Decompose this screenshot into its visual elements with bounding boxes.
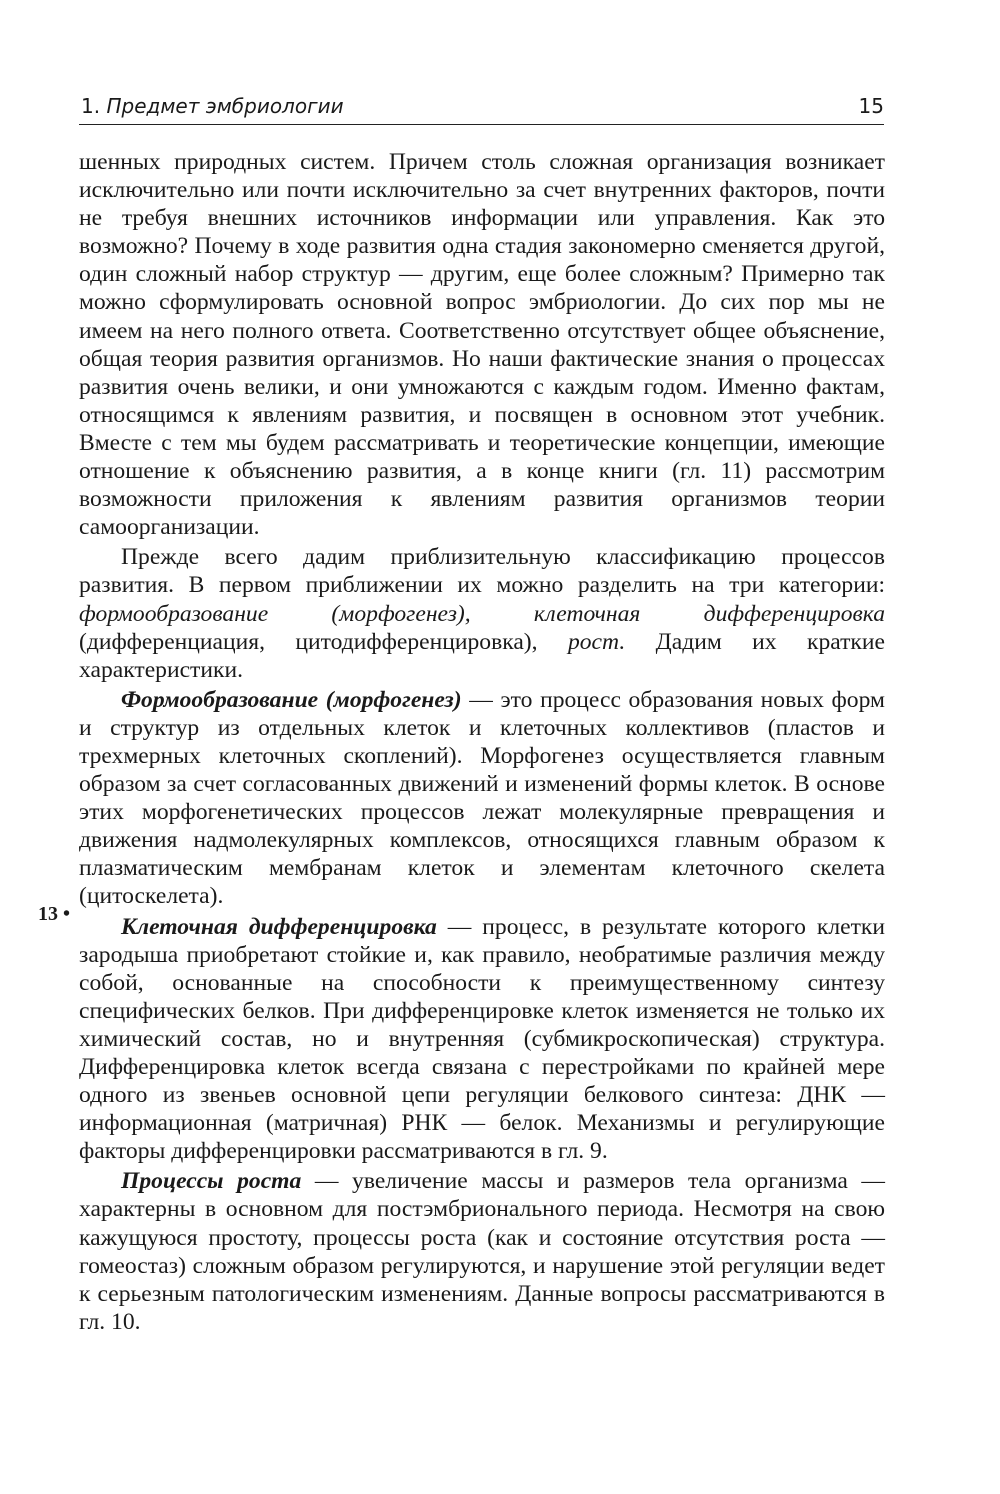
paragraph-1: шенных природных систем. Причем столь сложная организация возникает исключительно или почти исключительно за счет внутренних факторов, почти не требуя внешних источников информации или управления. Как это возможно? Почему в ходе развития одна стадия закономерно сменяется другой, один сложный набор структур — другим, еще более сложным? Примерно так можно сформулировать основной вопрос эмбриологии. До сих пор мы не имеем на него полного ответа. Соответственно отсутствует общее объяснение, общая теория развития организмов. Но наши фактические знания о процессах развития очень велики, и они умножаются с каждым годом. Именно фактам, относящимся к явлениям развития, и посвящен в основном этот учебник. Вместе с тем мы будем рассматривать и теоретические концепции, имеющие отношение к объяснению развития, а в конце книги (гл. 11) рассмотрим возможности приложения к явлениям развития организмов теории самоорганизации. <box>79 149 885 541</box>
chapter-heading <box>81 94 344 118</box>
paragraph-2-term-2: рост. <box>567 628 626 655</box>
chapter-number: 1. <box>81 94 101 118</box>
paragraph-4 <box>79 913 885 1166</box>
margin-page-marker: 13 • <box>38 903 71 925</box>
term-cell-differentiation: Клеточная дифференцировка <box>121 913 437 940</box>
paragraph-2-lead: Прежде всего дадим приблизительную классификацию процессов развития. В первом приближении их можно разделить на три категории: <box>79 544 885 599</box>
term-growth-processes: Процессы роста <box>121 1168 302 1195</box>
body-text <box>79 148 885 1336</box>
paragraph-4-text: — процесс, в результате которого клетки зародыша приобретают стойкие и, как правило, необратимые различия между собой, основанные на способности к преимущественному синтезу специфических белков. При дифференцировке клеток изменяется не только их химический состав, но и внутренняя (субмикроскопическая) структура. Дифференцировка клеток всегда связана с перестройками по крайней мере одного из звеньев основной цепи регуляции белкового синтеза: ДНК — информационная (матричная) РНК — белок. Механизмы и регулирующие факторы дифференцировки рассматриваются в гл. 9. <box>79 913 885 1165</box>
paragraph-5-text: — увеличение массы и размеров тела организма — характерны в основном для постэмбрионального периода. Несмотря на свою кажущуюся простоту, процессы роста (как и состояние отсутствия роста — гомеостаз) сложным образом регулируются, и нарушение этой регуляции ведет к серьезным патологическим изменениям. Данные вопросы рассматриваются в гл. 10. <box>79 1168 886 1335</box>
paragraph-2 <box>79 543 885 683</box>
term-morphogenesis: Формообразование (морфогенез) <box>121 686 462 713</box>
paragraph-5 <box>79 1167 885 1336</box>
page-number: 15 <box>858 94 884 118</box>
paragraph-3 <box>79 686 885 911</box>
running-header <box>79 88 884 125</box>
paragraph-2-tail: Дадим их краткие характеристики. <box>79 628 885 683</box>
paragraph-2-term-1: формообразование (морфогенез), клеточная дифференцировка <box>79 600 885 627</box>
paragraph-2-mid: (дифференциация, цитодифференцировка), <box>79 628 568 655</box>
paragraph-3-text: — это процесс образования новых форм и структур из отдельных клеток и клеточных коллективов (пластов и трехмерных клеточных скоплений). Морфогенез осуществляется главным образом за счет согласованных движений и изменений формы клеток. В основе этих морфогенетических процессов лежат молекулярные превращения и движения надмолекулярных комплексов, относящихся главным образом к плазматическим мембранам клеток и элементам клеточного скелета (цитоскелета). <box>79 686 885 910</box>
chapter-title: Предмет эмбриологии <box>106 94 344 118</box>
